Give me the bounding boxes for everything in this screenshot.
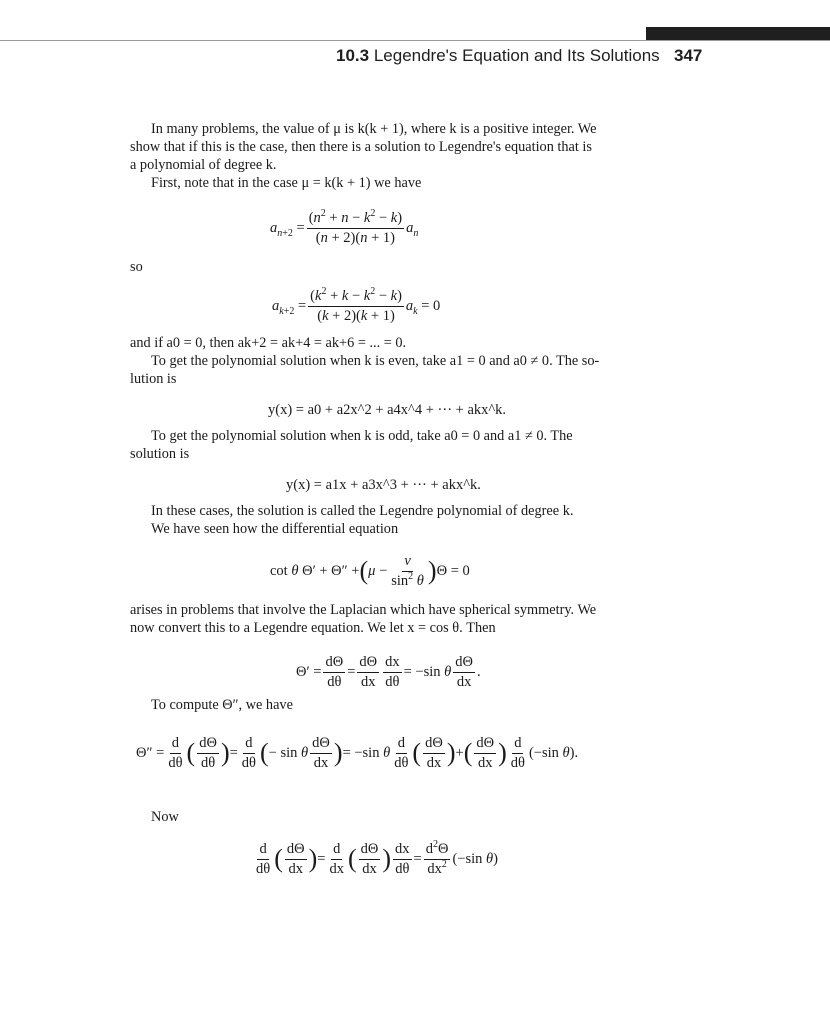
paragraph-line: Now <box>151 809 179 825</box>
paragraph-line: arises in problems that involve the Laplacian which have spherical symmetry. We <box>130 602 597 618</box>
section-title: Legendre's Equation and Its Solutions <box>373 46 660 65</box>
paragraph-line: In many problems, the value of μ is k(k + 1), where k is a positive integer. We <box>151 121 597 137</box>
paragraph-line: First, note that in the case μ = k(k + 1) we have <box>151 175 422 191</box>
paragraph-line: To compute Θ″, we have <box>151 697 293 713</box>
equation-even-solution: y(x) = a0 + a2x^2 + a4x^4 + ··· + akx^k. <box>268 401 507 418</box>
header-accent-bar <box>646 27 830 40</box>
equation-second-derivative: Θ″ = $\frac{d}{d\theta}$ ( $\frac{d\Theta}{d\theta}$ ) = $\frac{d}{d\theta}$ ( − sin θ $\frac{d\Theta}{dx}$ ) = −sin θ $\frac{d}{d\theta}$ ( $\frac{d\Theta}{dx}$ ) + ( $\frac{d\Theta}{dx}$ ) $\frac{d}{d\theta}$ (−sin θ). <box>136 734 579 771</box>
paragraph-line: To get the polynomial solution when k is odd, take a0 = 0 and a1 ≠ 0. The <box>151 428 573 444</box>
equation-first-derivative: Θ′ = $\frac{d\Theta}{d\theta}$ = $\frac{d\Theta}{dx}$ $\frac{dx}{d\theta}$ = −sin θ $\frac{d\Theta}{dx}$ . <box>296 653 481 690</box>
equation-ode: cot θ Θ′ + Θ″ + ( μ − $\frac{\nu}{\sin^2 \theta}$ ) Θ = 0 <box>270 552 470 589</box>
section-number: 10.3 <box>336 46 370 65</box>
equation-odd-solution: y(x) = a1x + a3x^3 + ··· + akx^k. <box>286 476 481 493</box>
equation-vanish: $a_{k+2}$ = $\frac{(k^2 + k - k^2 - k)}{(k + 2)(k + 1)}$ $a_k = 0$ <box>272 285 441 324</box>
paragraph-line: In these cases, the solution is called the Legendre polynomial of degree k. <box>151 503 574 519</box>
equation-recurrence: $a_{n+2}$ = $\frac{(n^2 + n - k^2 - k)}{(n + 2)(n + 1)}$ $a_n$ <box>270 207 419 246</box>
paragraph-line: solution is <box>130 446 190 462</box>
running-header <box>336 46 660 68</box>
paragraph-line: To get the polynomial solution when k is even, take a1 = 0 and a0 ≠ 0. The so- <box>151 353 600 369</box>
page-number: 347 <box>674 46 703 65</box>
header-rule <box>0 40 830 41</box>
paragraph-line: now convert this to a Legendre equation. We let x = cos θ. Then <box>130 620 496 636</box>
equation-chain-rule: $\frac{d}{d\theta}$ ( $\frac{d\Theta}{dx}$ ) = $\frac{d}{dx}$ ( $\frac{d\Theta}{dx}$ ) $\frac{dx}{d\theta}$ = $\frac{d^2\Theta}{dx^2}$ (−sin θ) <box>256 838 498 877</box>
paragraph-line: We have seen how the differential equation <box>151 521 399 537</box>
paragraph-line: a polynomial of degree k. <box>130 157 277 173</box>
paragraph-line: and if a0 = 0, then ak+2 = ak+4 = ak+6 = ... = 0. <box>130 335 407 351</box>
paragraph-line-so: so <box>130 259 143 275</box>
paragraph-line: show that if this is the case, then there is a solution to Legendre's equation that is <box>130 139 592 155</box>
paragraph-line: lution is <box>130 371 177 387</box>
